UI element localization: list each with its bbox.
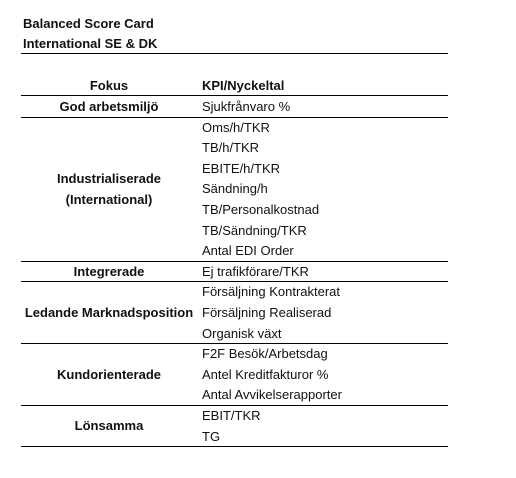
fokus-label: God arbetsmiljö: [59, 99, 159, 114]
kpi-item: EBITE/h/TKR: [202, 160, 281, 176]
fokus-label: Kundorienterade: [56, 366, 161, 382]
kpi-item: Organisk växt: [202, 325, 282, 341]
group-divider: [21, 446, 448, 447]
header-fokus: Fokus: [89, 78, 129, 93]
fokus-label: Lönsamma: [74, 418, 144, 434]
kpi-item: Oms/h/TKR: [202, 119, 270, 135]
kpi-item: TB/Personalkostnad: [202, 202, 320, 217]
kpi-item: Sjukfrånvaro %: [202, 99, 291, 114]
kpi-item: Antal EDI Order: [202, 243, 294, 259]
kpi-item: Ej trafikförare/TKR: [202, 263, 309, 279]
title-line-1: Balanced Score Card: [23, 16, 154, 31]
fokus-label: (International): [65, 191, 153, 207]
kpi-item: EBIT/TKR: [202, 408, 261, 423]
fokus-label: Industrialiserade: [56, 171, 162, 187]
kpi-item: Försäljning Realiserad: [202, 305, 332, 320]
fokus-label: Ledande Marknadsposition: [24, 305, 194, 320]
kpi-item: TB/Sändning/TKR: [202, 222, 307, 238]
kpi-item: Antal Avvikelserapporter: [202, 387, 342, 403]
kpi-item: TB/h/TKR: [202, 140, 260, 156]
header-rule: [21, 95, 448, 96]
title-rule: [21, 53, 448, 54]
kpi-item: TG: [202, 428, 221, 444]
kpi-item: Försäljning Kontrakterat: [202, 284, 341, 300]
title-line-2: International SE & DK: [23, 36, 158, 51]
header-kpi: KPI/Nyckeltal: [202, 78, 285, 93]
kpi-item: F2F Besök/Arbetsdag: [202, 346, 328, 362]
fokus-label: Integrerade: [73, 263, 145, 279]
kpi-item: Antel Kreditfakturor %: [202, 366, 329, 382]
kpi-item: Sändning/h: [202, 181, 268, 197]
